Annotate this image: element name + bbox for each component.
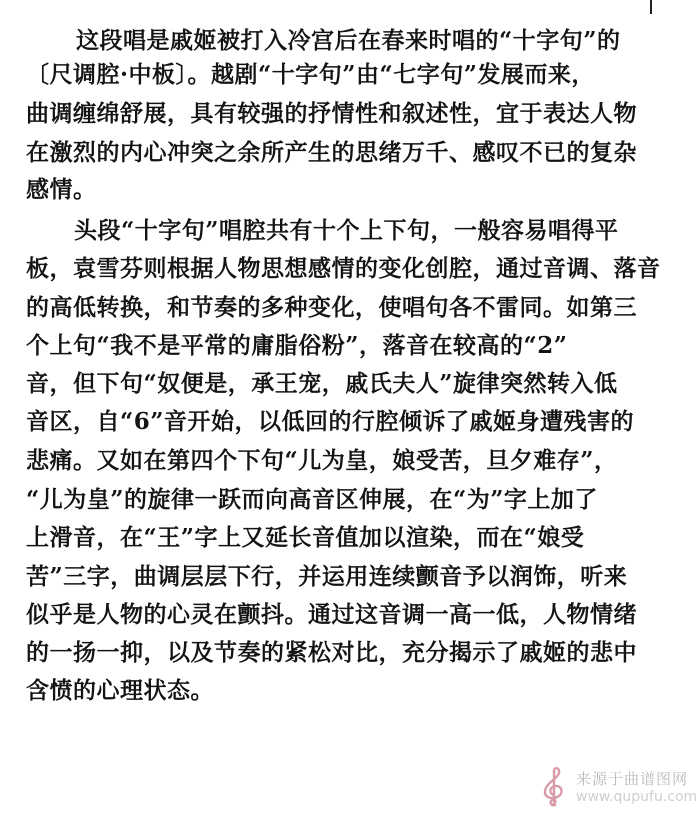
text-line: 含愤的心理状态。 — [26, 677, 214, 704]
text-line: 〔尺调腔·中板〕。越剧“十字句”由“七字句”发展而来， — [26, 61, 595, 88]
text-line: 悲痛。又如在第四个下句“儿为皇，娘受苦，旦夕难存”， — [26, 447, 618, 474]
text-line: 的一扬一抑，以及节奏的紧松对比，充分揭示了戚姬的悲中 — [26, 639, 637, 666]
text-line: 头段“十字句”唱腔共有十个上下句，一般容易唱得平 — [74, 217, 619, 244]
text-line: 音，但下句“奴便是，承王宠，戚氏夫人”旋律突然转入低 — [26, 370, 618, 397]
scan-edge-mark — [650, 0, 652, 14]
text-line: 在激烈的内心冲突之余所产生的思绪万千、感叹不已的复杂 — [26, 139, 637, 166]
watermark-title: 来源于曲谱图网 — [576, 770, 689, 788]
text-line: 似乎是人物的心灵在颤抖。通过这音调一高一低，人物情绪 — [26, 601, 637, 628]
text-line: 音区，自“6”音开始，以低回的行腔倾诉了戚姬身遭残害的 — [26, 408, 634, 435]
treble-clef-icon — [536, 765, 572, 809]
text-line: 板，袁雪芬则根据人物思想感情的变化创腔，通过音调、落音 — [26, 255, 661, 282]
site-watermark — [536, 765, 696, 809]
text-line: 的高低转换，和节奏的多种变化，使唱句各不雷同。如第三 — [26, 294, 637, 321]
text-line: 个上句“我不是平常的庸脂俗粉”，落音在较高的“2” — [26, 332, 568, 359]
text-line: 苦”三字，曲调层层下行，并运用连续颤音予以润饰，听来 — [26, 563, 628, 590]
text-line: “儿为皇”的旋律一跃而向高音区伸展，在“为”字上加了 — [26, 486, 598, 513]
text-line: 曲调缠绵舒展，具有较强的抒情性和叙述性，宜于表达人物 — [26, 100, 637, 127]
text-line: 感情。 — [26, 176, 97, 203]
watermark-url: www.qupufu.com — [576, 789, 698, 805]
text-line: 上滑音，在“王”字上又延长音值加以渲染，而在“娘受 — [26, 524, 585, 551]
text-line: 这段唱是戚姬被打入冷宫后在春来时唱的“十字句”的 — [76, 27, 621, 54]
